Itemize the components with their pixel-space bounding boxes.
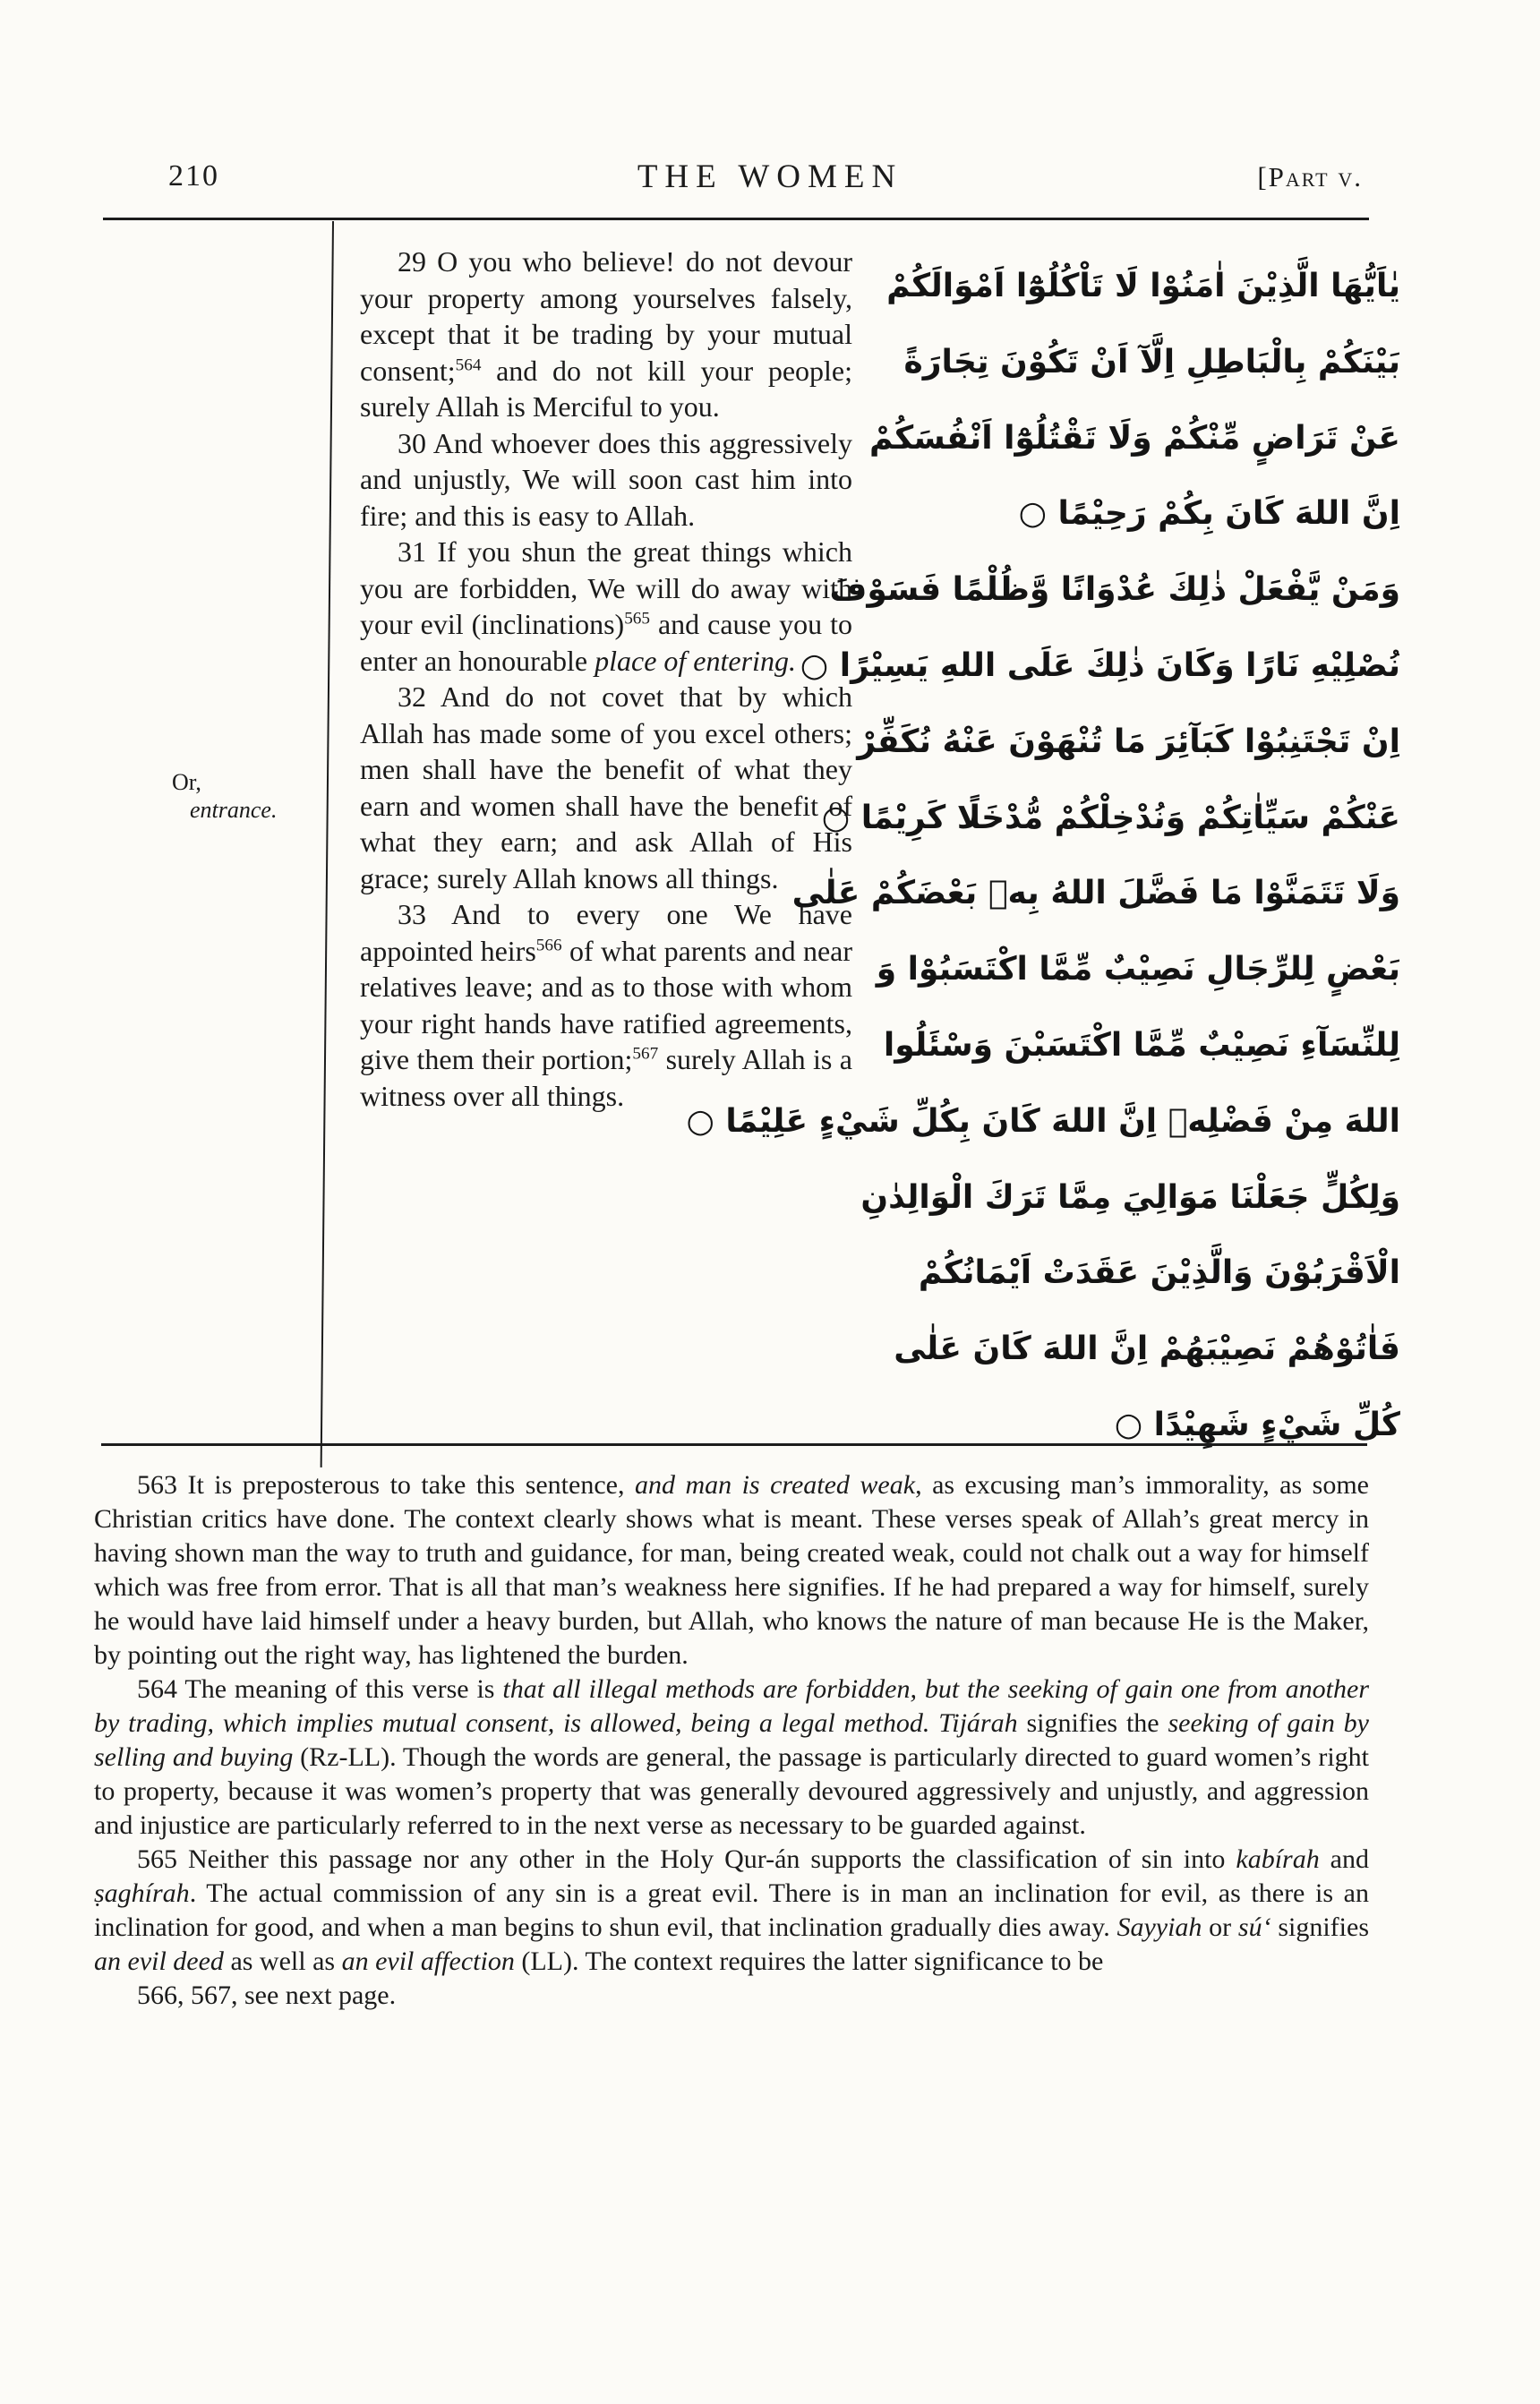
arabic-line: نُصْلِيْهِ نَارًا وَكَانَ ذٰلِكَ عَلَى اللهِ يَسِيْرًا ○ [800, 646, 1400, 684]
translation-column [360, 244, 852, 1114]
margin-note-line-2: entrance. [190, 797, 278, 823]
arabic-line: يٰاَيُّهَا الَّذِيْنَ اٰمَنُوْا لَا تَاْكُلُوْٓا اَمْوَالَكُمْ [886, 268, 1400, 304]
arabic-column [686, 249, 1400, 1464]
footnote-565: 565 Neither this passage nor any other in the Holy Qur-án supports the classification of sin into kabírah and ṣaghírah. The actual commission of any sin is a great evil. There is in man an inclination for evil, as there is an inclination for good, and when a man begins to shun evil, that inclination gradually dies away. Sayyiah or sú‘ signifies an evil deed as well as an evil affection (LL). The context requires the latter significance to be [94, 1844, 1369, 1976]
arabic-line: فَاٰتُوْهُمْ نَصِيْبَهُمْ اِنَّ اللهَ كَانَ عَلٰى [894, 1330, 1400, 1368]
footnote-563: 563 It is preposterous to take this sentence, and man is created weak, as excusing man’s immorality, as some Christian critics have done. The context clearly shows what is meant. These verses speak of Allah’s great mercy in having shown man the way to truth and guidance, for man, being created weak, could not chalk out a way for himself which was free from error. That is all that man’s weakness here signifies. If he had prepared a way for himself, surely he would have laid himself under a heavy burden, but Allah, who knows the nature of man because He is the Maker, by pointing out the right way, has lightened the burden. [94, 1470, 1369, 1670]
arabic-line: كُلِّ شَيْءٍ شَهِيْدًا ○ [1114, 1406, 1400, 1443]
arabic-line: بَيْنَكُمْ بِالْبَاطِلِ اِلَّآ اَنْ تَكُوْنَ تِجَارَةً [903, 343, 1400, 381]
page-number: 210 [168, 159, 219, 192]
arabic-line: الْاَقْرَبُوْنَ وَالَّذِيْنَ عَقَدَتْ اَيْمَانُكُمْ [918, 1254, 1400, 1292]
part-label: [Part v. [1257, 161, 1363, 192]
verse-29: 29 O you who believe! do not devour your property among yourselves falsely, except that it be trading by your mutual consent;$^{564}$ and do not kill your people; surely Allah is Merciful to you. [360, 245, 852, 423]
arabic-line: وَلَا تَتَمَنَّوْا مَا فَضَّلَ اللهُ بِهٖ بَعْضَكُمْ عَلٰى [791, 875, 1400, 912]
footnote-564: 564 The meaning of this verse is that all illegal methods are forbidden, but the seeking of gain one from another by trading, which implies mutual consent, is allowed, being a legal method. Tijárah signifies the seeking of gain by selling and buying (Rz-LL). Though the words are general, the passage is particularly directed to guard women’s right to property, because it was women’s property that was generally devoured aggressively and unjustly, and aggression and injustice are particularly referred to in the next verse as necessary to be guarded against. [94, 1674, 1369, 1840]
verse-32: 32 And do not covet that by which Allah has made some of you excel others; men shall have the benefit of what they earn and women shall have the benefit of what they earn; and ask Allah of His grace; surely Allah knows all things. [360, 680, 852, 894]
page-title: THE WOMEN [637, 158, 903, 195]
footnote-rule [101, 1443, 1367, 1446]
arabic-line: اِنَّ اللهَ كَانَ بِكُمْ رَحِيْمًا ○ [1018, 495, 1400, 533]
margin-note [172, 768, 329, 824]
arabic-line: عَنْكُمْ سَيِّاٰتِكُمْ وَنُدْخِلْكُمْ مُّدْخَلًا كَرِيْمًا ○ [821, 799, 1400, 836]
arabic-line: وَلِكُلٍّ جَعَلْنَا مَوَالِيَ مِمَّا تَرَكَ الْوَالِدٰنِ [860, 1178, 1400, 1216]
arabic-line: اِنْ تَجْتَنِبُوْا كَبَآئِرَ مَا تُنْهَوْنَ عَنْهُ نُكَفِّرْ [857, 723, 1400, 760]
verse-31: 31 If you shun the great things which you are forbidden, We will do away with your evil (inclinations)$^{565}$ and cause you to enter an honourable place of entering. [360, 535, 853, 677]
footnote-continuation: 566, 567, see next page. [137, 1981, 397, 2010]
verse-33: 33 And to every one We have appointed heirs$^{566}$ of what parents and near relatives leave; and as to those with whom your right hands have ratified agreements, give them their portion;$^{567}$ surely Allah is a witness over all things. [360, 898, 853, 1112]
arabic-line: لِلنِّسَآءِ نَصِيْبٌ مِّمَّا اكْتَسَبْنَ وَسْئَلُوا [883, 1026, 1400, 1064]
margin-note-line-1: Or, [172, 769, 201, 795]
header-rule [103, 218, 1369, 220]
arabic-line: عَنْ تَرَاضٍ مِّنْكُمْ وَلَا تَقْتُلُوْٓا اَنْفُسَكُمْ [869, 419, 1400, 457]
column-divider [321, 221, 334, 1467]
arabic-line: بَعْضٍ لِلرِّجَالِ نَصِيْبٌ مِّمَّا اكْتَسَبُوْا وَ [876, 951, 1400, 988]
arabic-line: اللهَ مِنْ فَضْلِهٖ اِنَّ اللهَ كَانَ بِكُلِّ شَيْءٍ عَلِيْمًا ○ [686, 1102, 1400, 1140]
arabic-line: وَمَنْ يَّفْعَلْ ذٰلِكَ عُدْوَانًا وَّظُلْمًا فَسَوْفَ [829, 571, 1400, 609]
footnotes-section [94, 1468, 1369, 2013]
verse-30: 30 And whoever does this aggressively and unjustly, We will soon cast him into fire; and this is easy to Allah. [360, 426, 852, 532]
